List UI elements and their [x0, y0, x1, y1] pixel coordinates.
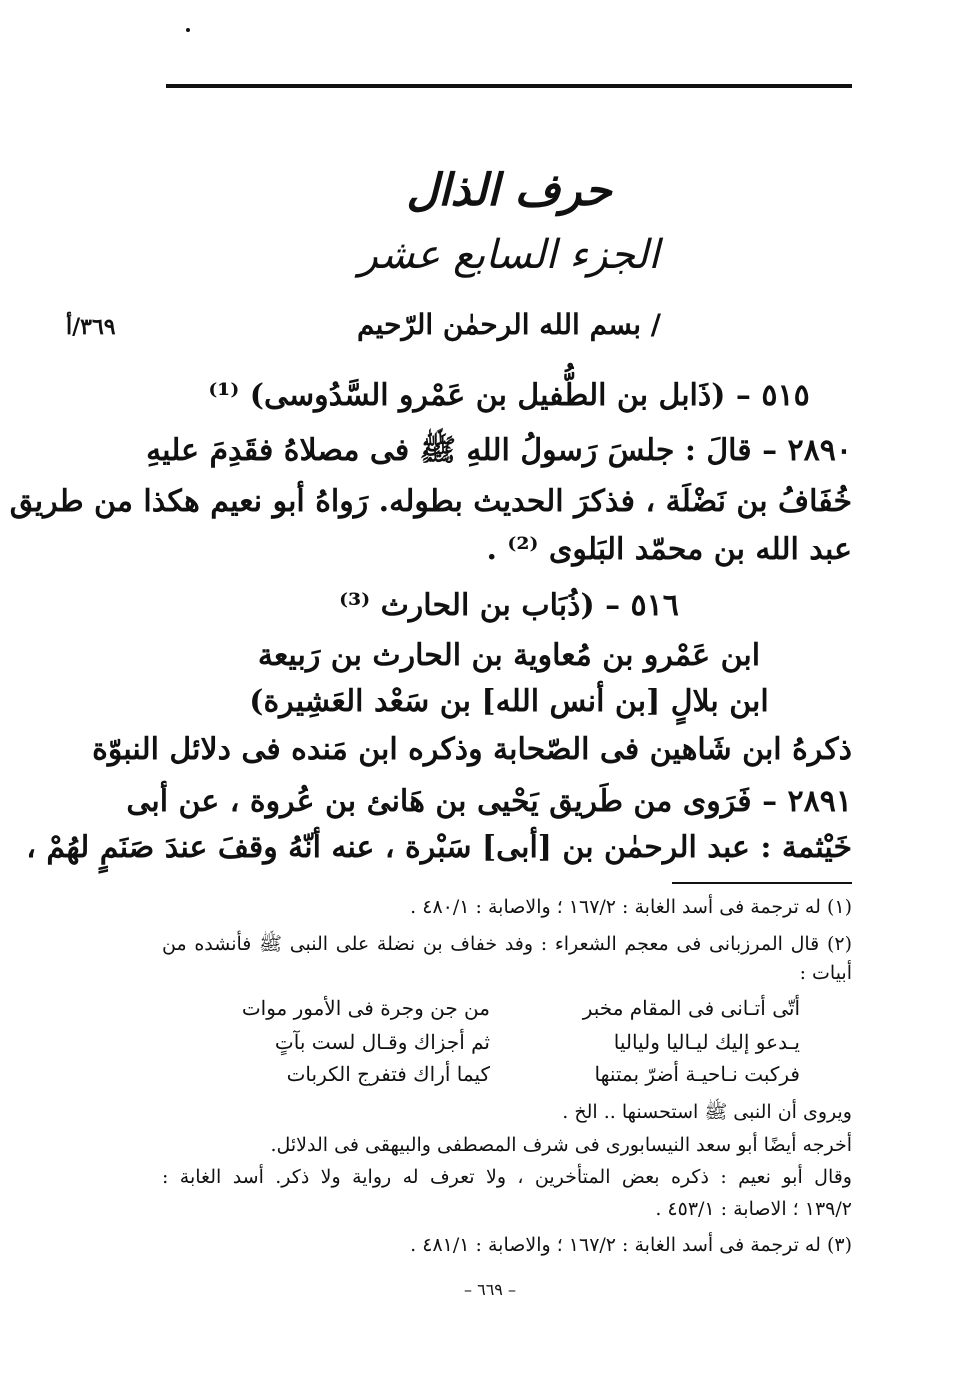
footnote-rule — [672, 882, 852, 884]
verse-hemistich: فركبت نـاحيـة أضرّ بمتنها — [594, 1062, 800, 1086]
verse-hemistich: من جن وجرة فى الأمور موات — [241, 996, 490, 1020]
chapter-title: حرف الذال — [406, 165, 612, 216]
body-line: خُفَافُ بن نَضْلَة ، فذكرَ الحديث بطوله. رَواهُ أبو نعيم هكذا من طريق — [9, 484, 852, 519]
manuscript-folio-marker: ٣٦٩/أ — [66, 314, 116, 340]
footnote-2: (٢) قال المرزبانى فى معجم الشعراء : وفد خفاف بن نضلة على النبى ﷺ فأنشده من — [162, 933, 852, 955]
footnote-2-text: ١٣٩/٢ ؛ الاصابة : ٤٥٣/١ . — [655, 1198, 852, 1220]
footnote-1: (١) له ترجمة فى أسد الغابة : ١٦٧/٢ ؛ والاصابة : ٤٨٠/١ . — [410, 896, 852, 918]
footnote-2-text: وقال أبو نعيم : ذكره بعض المتأخرين ، ولا تعرف له رواية ولا ذكر. أسد الغابة : — [162, 1166, 852, 1188]
header-rule — [166, 84, 852, 88]
ink-dot — [186, 28, 190, 32]
entry-heading-515: ٥١٥ – (ذَابل بن الطُّفيل بن عَمْرو السَّدُوسى) ⁽¹⁾ — [208, 378, 810, 413]
basmala: / بسم الله الرحمٰن الرّحيم — [357, 308, 661, 341]
lineage-line: ابن عَمْرو بن مُعاوية بن الحارث بن رَبيعة — [257, 638, 761, 673]
lineage-line: ابن بلالٍ [بن أنس الله] بن سَعْد العَشِيرة) — [249, 684, 769, 719]
verse-hemistich: كيما أراك فتفرج الكربات — [286, 1062, 490, 1086]
body-line: ٢٨٩٠ – قالَ : جلسَ رَسولُ اللهِ ﷺ فى مصلاهُ فقَدِمَ عليهِ — [146, 433, 852, 468]
body-line: خَيْثمة : عبد الرحمٰن بن [أبى] سَبْرة ، عنه أنّهُ وقفَ عندَ صَنَمٍ لهُمْ ، — [26, 830, 852, 865]
verse-hemistich: ثم أجزاك وقـال لست بآتٍ — [274, 1030, 490, 1054]
footnote-2-text: ويروى أن النبى ﷺ استحسنها .. الخ . — [562, 1101, 852, 1123]
footnote-3: (٣) له ترجمة فى أسد الغابة : ١٦٧/٢ ؛ والاصابة : ٤٨١/١ . — [410, 1234, 852, 1256]
page-number: – ٦٦٩ – — [464, 1280, 516, 1299]
body-line: عبد الله بن محمّد البَلوى ⁽²⁾ . — [486, 532, 852, 567]
entry-heading-516: ٥١٦ – (ذُبَاب بن الحارث ⁽³⁾ — [339, 588, 679, 623]
verse-hemistich: يـدعو إليك ليـاليا ولياليا — [613, 1030, 800, 1054]
footnote-2-continuation: أبيات : — [799, 962, 852, 984]
verse-hemistich: أتّى أتـانى فى المقام مخبر — [582, 996, 800, 1020]
body-line: ذكرهُ ابن شَاهين فى الصّحابة وذكره ابن مَنده فى دلائل النبوّة — [92, 732, 852, 767]
footnote-2-text: أخرجه أيضًا أبو سعد النيسابورى فى شرف المصطفى والبيهقى فى الدلائل. — [270, 1134, 852, 1156]
body-line: ٢٨٩١ – فَرَوى من طَريق يَحْيى بن هَانئ بن عُروة ، عن أبى — [126, 784, 852, 819]
part-title: الجزء السابع عشر — [358, 232, 660, 278]
